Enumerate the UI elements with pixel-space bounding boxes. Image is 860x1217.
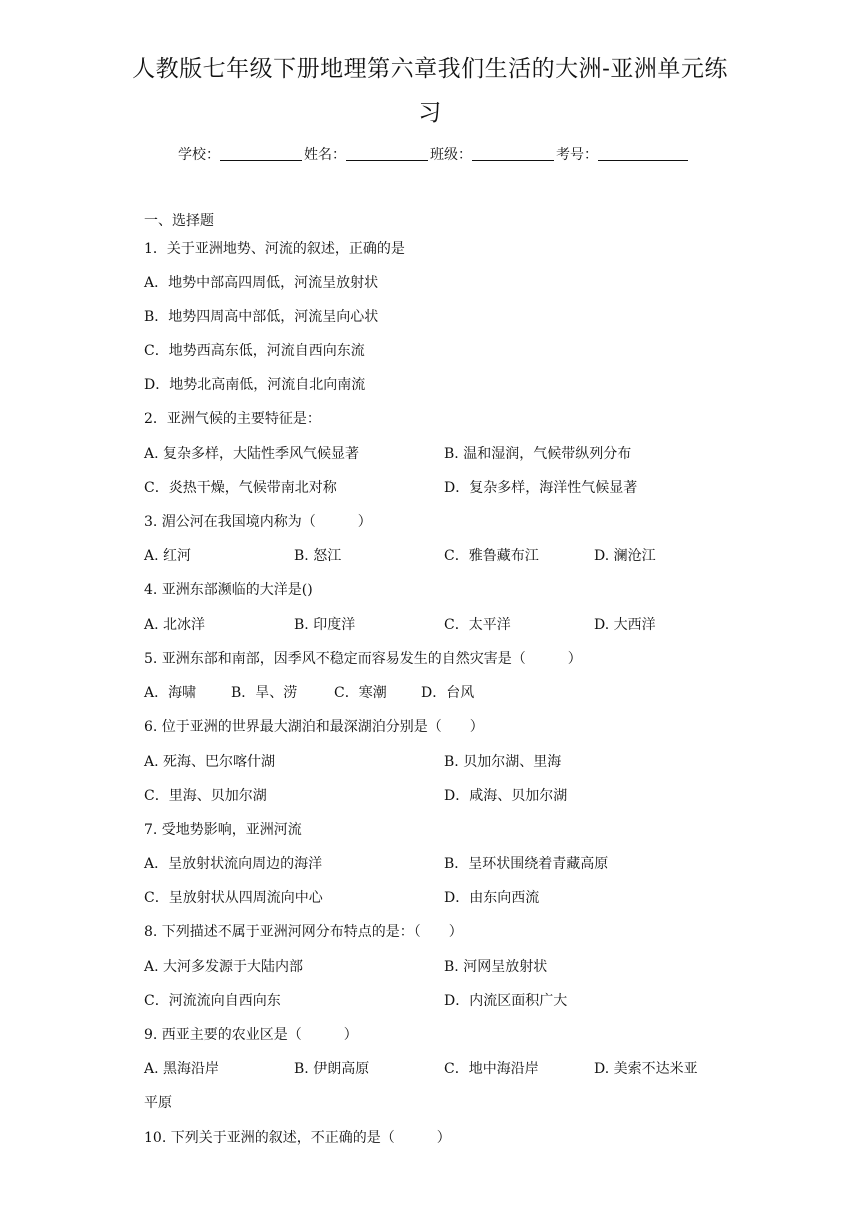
question-1-stem: 1．关于亚洲地势、河流的叙述，正确的是 — [144, 241, 405, 257]
question-2-option-d: D．复杂多样，海洋性气候显著 — [444, 480, 638, 496]
question-9-option-d-continuation: 平原 — [144, 1095, 172, 1111]
title-line-1: 人教版七年级下册地理第六章我们生活的大洲-亚洲单元练 — [132, 56, 728, 82]
question-2-option-a: A. 复杂多样，大陆性季风气候显著 — [144, 446, 360, 462]
question-9-stem: 9. 西亚主要的农业区是（ ） — [144, 1027, 358, 1043]
question-1-option-a: A．地势中部高四周低，河流呈放射状 — [144, 275, 379, 291]
question-6-option-a: A. 死海、巴尔喀什湖 — [144, 754, 276, 770]
question-3-option-b: B. 怒江 — [294, 548, 342, 564]
question-8-stem: 8. 下列描述不属于亚洲河网分布特点的是：（ ） — [144, 924, 463, 940]
question-2-option-c: C．炎热干燥，气候带南北对称 — [144, 480, 337, 496]
question-4-stem: 4. 亚洲东部濒临的大洋是() — [144, 582, 313, 598]
question-9-option-c: C．地中海沿岸 — [444, 1061, 539, 1077]
question-6-stem: 6. 位于亚洲的世界最大湖泊和最深湖泊分别是（ ） — [144, 719, 484, 735]
question-6-option-d: D．咸海、贝加尔湖 — [444, 788, 568, 804]
school-label: 学校： — [178, 147, 220, 163]
title-line-2: 习 — [418, 100, 442, 126]
question-9-option-d: D. 美索不达米亚 — [594, 1061, 698, 1077]
question-4-option-c: C．太平洋 — [444, 617, 511, 633]
question-8-option-a: A. 大河多发源于大陆内部 — [144, 959, 304, 975]
class-label: 班级： — [430, 147, 472, 163]
question-4-option-d: D. 大西洋 — [594, 617, 656, 633]
question-4-option-a: A. 北冰洋 — [144, 617, 206, 633]
question-8-option-d: D．内流区面积广大 — [444, 993, 568, 1009]
question-7-stem: 7. 受地势影响，亚洲河流 — [144, 822, 302, 838]
question-3-option-a: A. 红河 — [144, 548, 192, 564]
question-1-option-c: C．地势西高东低，河流自西向东流 — [144, 343, 365, 359]
question-5-option-c: C．寒潮 — [334, 685, 387, 701]
question-4-option-b: B. 印度洋 — [294, 617, 356, 633]
question-7-option-c: C．呈放射状从四周流向中心 — [144, 890, 323, 906]
question-3-option-d: D. 澜沧江 — [594, 548, 656, 564]
question-3-stem: 3. 湄公河在我国境内称为（ ） — [144, 514, 372, 530]
question-2-option-b: B. 温和湿润，气候带纵列分布 — [444, 446, 632, 462]
name-blank[interactable] — [346, 146, 428, 161]
school-blank[interactable] — [220, 146, 302, 161]
question-2-stem: 2．亚洲气候的主要特征是： — [144, 411, 321, 427]
question-3-option-c: C．雅鲁藏布江 — [444, 548, 539, 564]
question-7-option-d: D．由东向西流 — [444, 890, 540, 906]
question-8-option-b: B. 河网呈放射状 — [444, 959, 548, 975]
question-5-option-b: B．旱、涝 — [231, 685, 298, 701]
name-label: 姓名： — [304, 147, 346, 163]
question-5-option-d: D．台风 — [421, 685, 475, 701]
question-9-option-a: A. 黑海沿岸 — [144, 1061, 220, 1077]
question-6-option-b: B. 贝加尔湖、里海 — [444, 754, 562, 770]
exam-number-label: 考号： — [556, 147, 598, 163]
question-5-option-a: A．海啸 — [144, 685, 197, 701]
question-7-option-a: A．呈放射状流向周边的海洋 — [144, 856, 323, 872]
question-7-option-b: B．呈环状围绕着青藏高原 — [444, 856, 609, 872]
class-blank[interactable] — [472, 146, 554, 161]
question-5-stem: 5. 亚洲东部和南部，因季风不稳定而容易发生的自然灾害是（ ） — [144, 651, 582, 667]
question-8-option-c: C．河流流向自西向东 — [144, 993, 281, 1009]
question-1-option-d: D．地势北高南低，河流自北向南流 — [144, 377, 366, 393]
section-heading: 一、选择题 — [144, 213, 214, 229]
question-6-option-c: C．里海、贝加尔湖 — [144, 788, 267, 804]
question-1-option-b: B．地势四周高中部低，河流呈向心状 — [144, 309, 379, 325]
exam-number-blank[interactable] — [598, 146, 688, 161]
student-info-row — [178, 144, 690, 164]
question-9-option-b: B. 伊朗高原 — [294, 1061, 370, 1077]
question-10-stem: 10. 下列关于亚洲的叙述，不正确的是（ ） — [144, 1130, 451, 1146]
